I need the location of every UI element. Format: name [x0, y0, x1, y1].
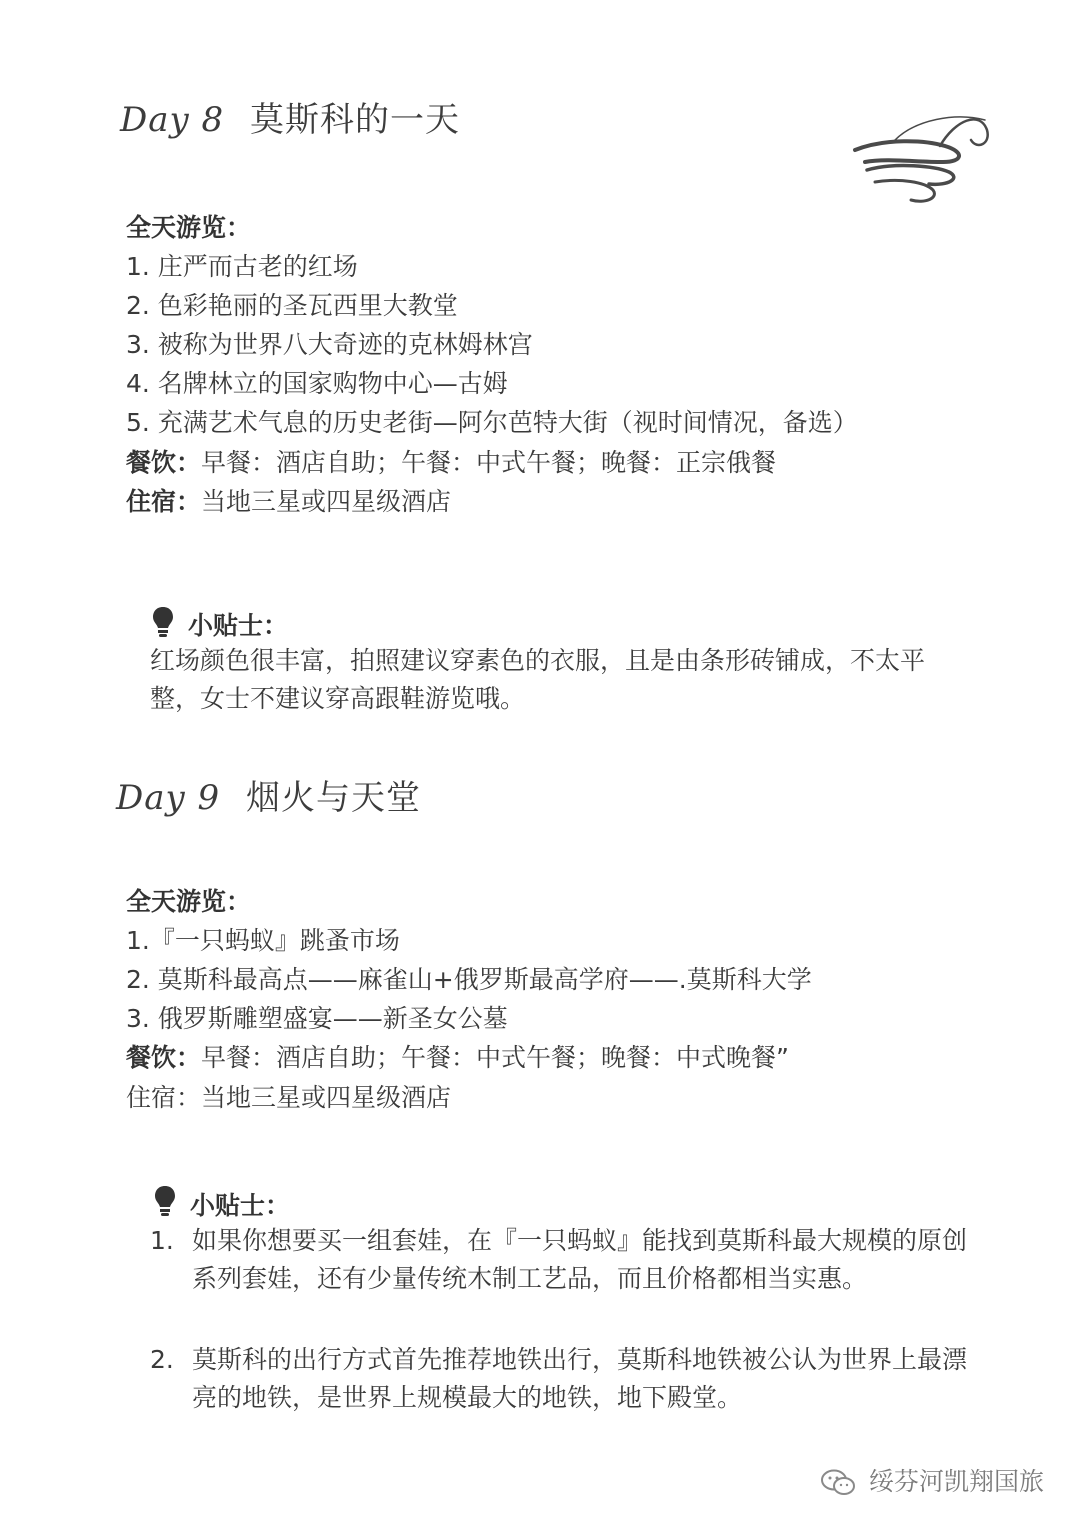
- day9-tip-2: [150, 1341, 982, 1417]
- day8-lodging: [126, 486, 451, 518]
- lightbulb-icon: [152, 606, 174, 638]
- day9-lodging: 住宿：当地三星或四星级酒店: [126, 1083, 452, 1112]
- day8-section-label: 全天游览：: [126, 213, 252, 242]
- day9-tip-2-text: 莫斯科的出行方式首先推荐地铁出行，莫斯科地铁被公认为世界上最漂亮的地铁，是世界上规模最大的地铁，地下殿堂。: [192, 1345, 968, 1412]
- flourish-ornament-icon: [845, 100, 995, 220]
- day9-tip-1-number: 1.: [150, 1226, 174, 1255]
- watermark: [821, 1462, 1044, 1498]
- lightbulb-icon: [154, 1185, 176, 1217]
- day9-meals-label: 餐饮：: [126, 1043, 202, 1072]
- day9-tip-2-number: 2.: [150, 1345, 174, 1374]
- day8-lodging-label: 住宿：: [126, 487, 202, 516]
- day9-tip-1-text: 如果你想要买一组套娃，在『一只蚂蚁』能找到莫斯科最大规模的原创系列套娃，还有少量传统木制工艺品，而且价格都相当实惠。: [192, 1226, 968, 1293]
- day9-meals-text: 早餐：酒店自助；午餐：中式午餐；晚餐：中式晚餐”: [201, 1043, 789, 1072]
- day9-item-2: 2. 莫斯科最高点——麻雀山+俄罗斯最高学府——.莫斯科大学: [126, 965, 812, 994]
- day9-section-label: 全天游览：: [126, 887, 252, 916]
- wechat-icon: [821, 1469, 855, 1497]
- day8-meals-label: 餐饮：: [126, 448, 202, 477]
- day9-number: Day 9: [116, 778, 221, 818]
- day8-meals-text: 早餐：酒店自助；午餐：中式午餐；晚餐：正宗俄餐: [201, 448, 777, 477]
- day8-meals: [126, 447, 776, 479]
- day8-number: Day 8: [120, 100, 225, 140]
- day8-tip-text: 红场颜色很丰富，拍照建议穿素色的衣服，且是由条形砖铺成，不太平整，女士不建议穿高跟鞋游览哦。: [150, 646, 926, 713]
- day8-item-3: 3. 被称为世界八大奇迹的克林姆林宫: [126, 330, 533, 359]
- day9-tip-label: 小贴士：: [190, 1191, 291, 1220]
- day9-item-1: 1.『一只蚂蚁』跳蚤市场: [126, 926, 400, 955]
- day8-lodging-text: 当地三星或四星级酒店: [201, 487, 452, 516]
- day9-tip-1: [150, 1222, 982, 1298]
- day8-item-1: 1. 庄严而古老的红场: [126, 252, 358, 281]
- day8-title-text: 莫斯科的一天: [250, 100, 460, 140]
- day8-item-4: 4. 名牌林立的国家购物中心—古姆: [126, 369, 508, 398]
- day9-title-text: 烟火与天堂: [246, 778, 421, 818]
- day8-title: [120, 92, 460, 141]
- day8-item-2: 2. 色彩艳丽的圣瓦西里大教堂: [126, 291, 458, 320]
- day8-tip-label: 小贴士：: [188, 611, 289, 640]
- day8-item-5: 5. 充满艺术气息的历史老街—阿尔芭特大街（视时间情况，备选）: [126, 408, 858, 437]
- day9-item-3: 3. 俄罗斯雕塑盛宴——新圣女公墓: [126, 1004, 508, 1033]
- watermark-text: 绥芬河凯翔国旅: [868, 1467, 1044, 1496]
- day9-title: [116, 770, 421, 819]
- day9-meals: [126, 1042, 789, 1074]
